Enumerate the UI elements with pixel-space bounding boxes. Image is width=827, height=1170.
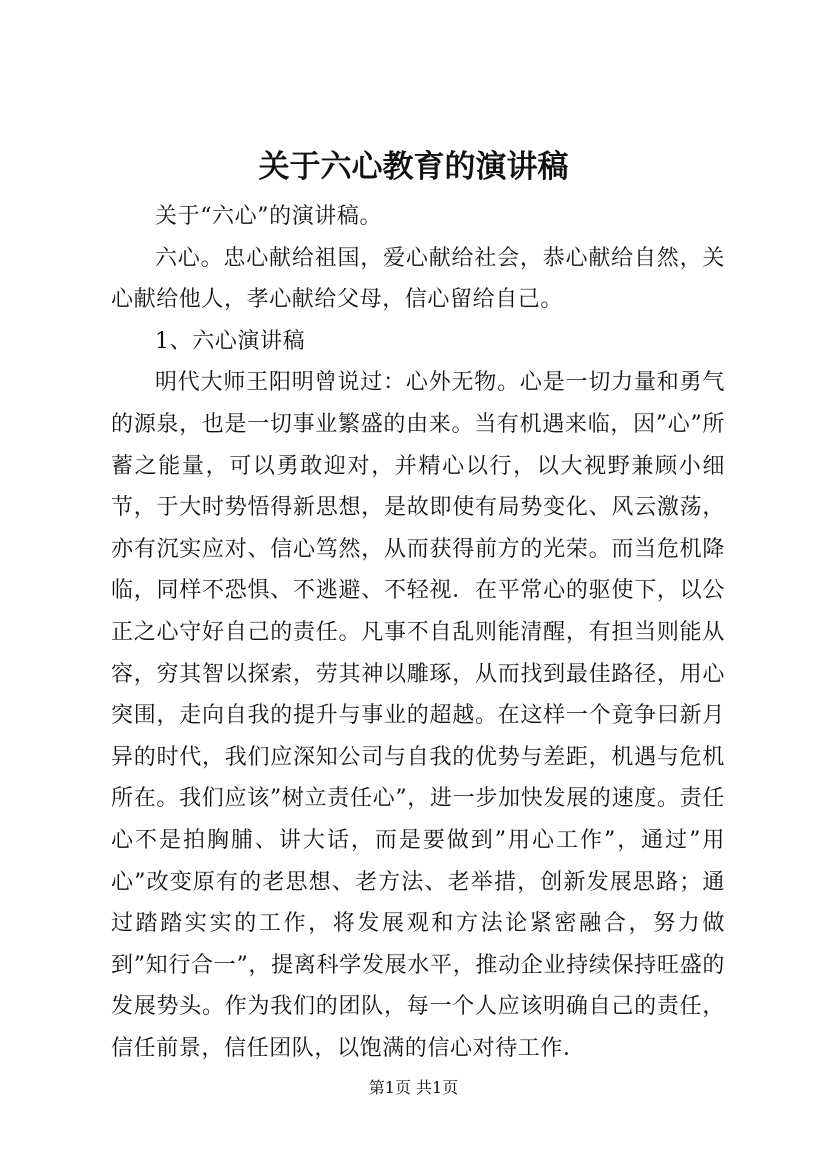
document-body	[111, 196, 725, 1069]
paragraph-main: 明代大师王阳明曾说过：心外无物。心是一切力量和勇气的源泉，也是一切事业繁盛的由来。当有机遇来临，因”心”所蓄之能量，可以勇敢迎对，并精心以行，以大视野兼顾小细节，于大时势悟得新思想，是故即使有局势变化、风云激荡，亦有沉实应对、信心笃然，从而获得前方的光荣。而当危机降临，同样不恐惧、不逃避、不轻视．在平常心的驱使下，以公正之心守好自己的责任。凡事不自乱则能清醒，有担当则能从容，穷其智以探索，劳其神以雕琢，从而找到最佳路径，用心突围，走向自我的提升与事业的超越。在这样一个竟争曰新月异的时代，我们应深知公司与自我的优势与差距，机遇与危机所在。我们应该”树立责任心”，进一步加快发展的速度。责任心不是拍胸脯、讲大话，而是要做到”用心工作”，通过”用心”改变原有的老思想、老方法、老举措，创新发展思路；通过踏踏实实的工作，将发展观和方法论紧密融合，努力做到”知行合一”，提离科学发展水平，推动企业持续保持旺盛的发展势头。作为我们的团队，每一个人应该明确自己的责任，信任前景，信任团队，以饱满的信心对待工作．	[111, 370, 725, 1061]
paragraph-intro: 关于“六心”的演讲稿。	[155, 204, 383, 229]
page-footer: 第1页 共1页	[368, 1078, 459, 1097]
section-heading: 1、六心演讲稿	[155, 328, 306, 354]
document-title: 关于六心教育的演讲稿	[258, 149, 569, 185]
paragraph-six-hearts: 六心。忠心献给祖国，爱心献给社会，恭心献给自然，关心献给他人，孝心献给父母，信心留给自己。	[111, 245, 725, 313]
